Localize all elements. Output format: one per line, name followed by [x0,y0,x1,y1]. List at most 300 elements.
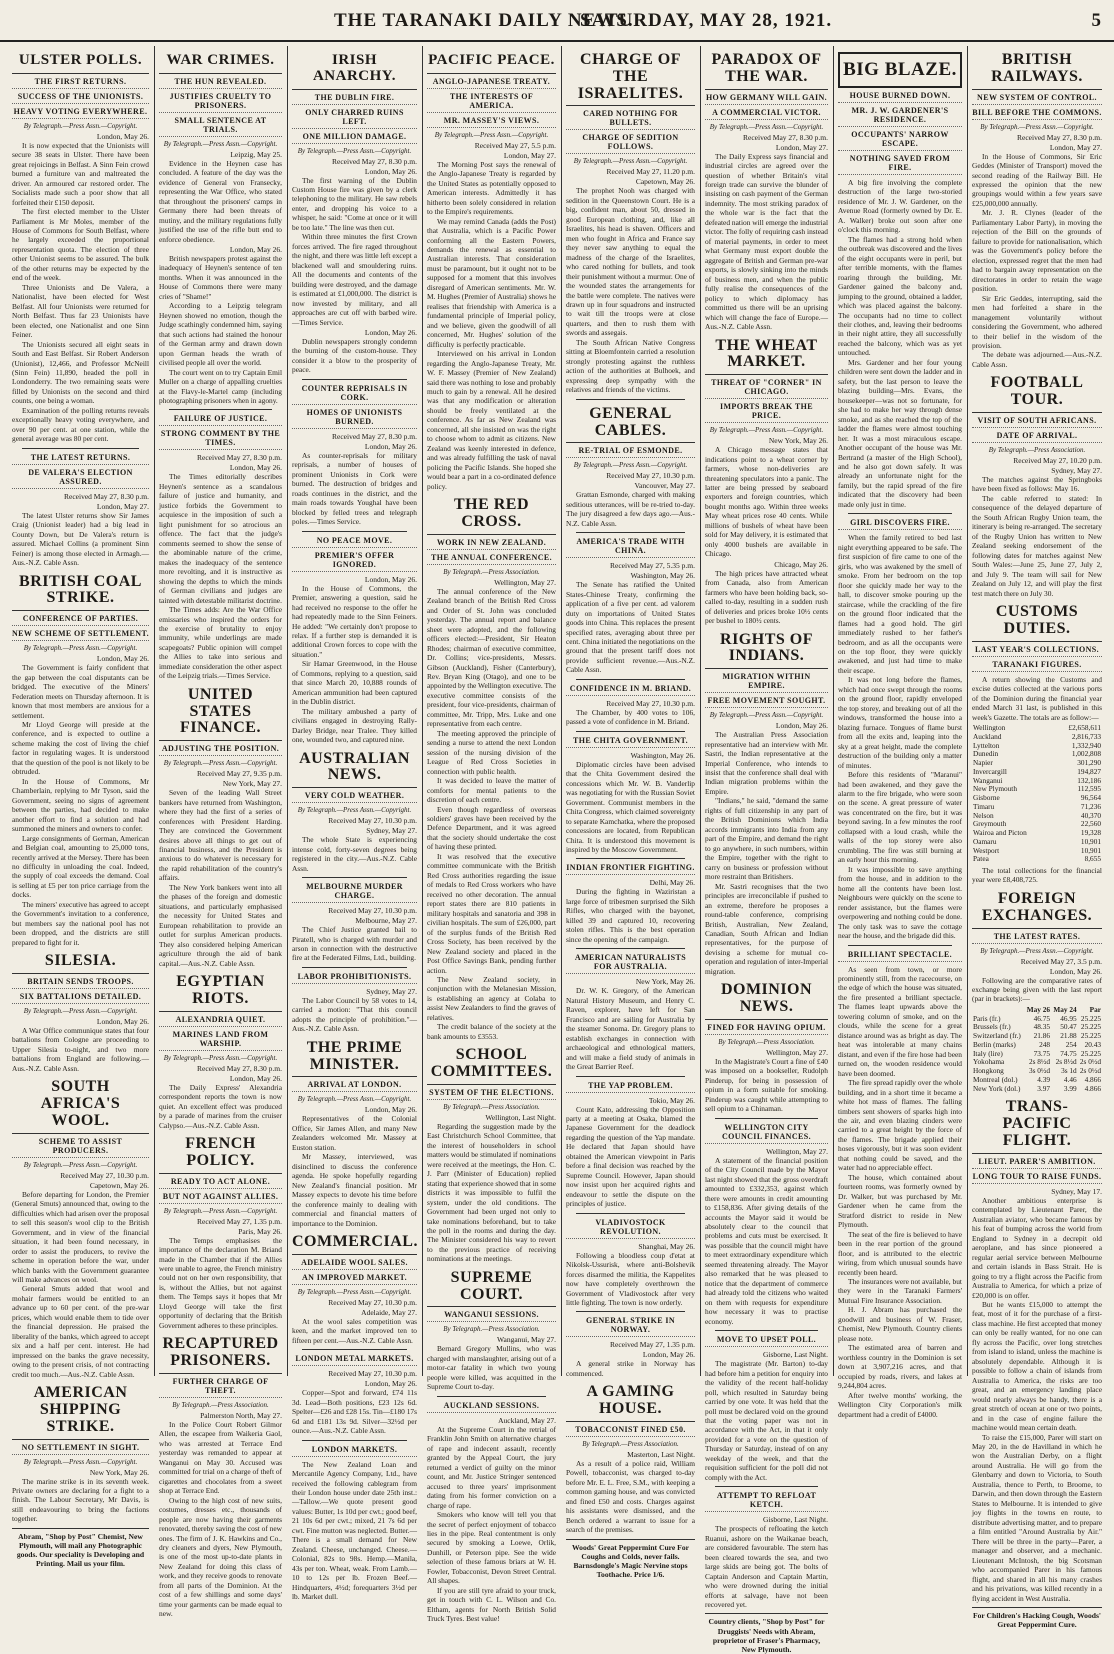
article-paragraph: In the House of Commons, Sir Eric Geddes (Minister of Transport) moved the second reading of the Railway Bill. He expressed the opinion that the new groupings would within a few years save £25,000,000 annually. [972,151,1102,208]
article-paragraph: The miners' executive has agreed to accept the Government's invitation to a conference, but members say the national pool has not been dropped, and the districts are still prepared to fight for it. [12,899,149,947]
dateline: Received May 27, 10.30 p.m. [328,1297,417,1307]
subheading: FAILURE OF JUSTICE. [159,414,282,426]
customs-cell: 10,901 [1080,836,1101,846]
subheading: A COMMERCIAL VICTOR. [705,108,828,120]
subheading: CONFERENCE OF PARTIES. [12,614,149,626]
dateline: Received May 27, 10.30 p.m. [328,1369,417,1379]
exchanges-cell: Paris (fr.) [973,1013,1001,1023]
dateline: Wellington, May 27. [766,1047,828,1057]
dateline: Received May 27, 10.30 p.m. [328,816,417,826]
article-paragraph: Following a bloodless coup d'etat at Nikolsk-Ussurisk, where anti-Bolshevik forces disarmed the militia, the Kappelites now have completely overthrown the Government of Vladivostock after very little fighting. The town is now orderly. [566,1250,695,1308]
subheading: MELBOURNE MURDER CHARGE. [292,882,417,903]
dateline: Paris, May 26. [238,1226,282,1236]
subheading: ARRIVAL AT LONDON. [292,1080,417,1092]
headline: DOMINION NEWS. [705,980,828,1020]
article-paragraph: Mr. Sastri recognises that the two principles are irreconcilable if pushed to an extreme, therefore he proposes a round-table conference, comprising British, Australian, New Zealand, Canadian, South African and Indian representatives, for the purpose of devising a scheme for mutual co-operation and regulation of inter-Imperial migration. [705,881,828,976]
article-paragraph: The total collections for the financial year were £8,408,725. [972,866,1102,885]
subheading: BRITAIN SENDS TROOPS. [12,977,149,989]
byline-credit: By Telegraph.—Press Association. [172,1400,269,1409]
exchanges-cell: Italy (lire) [973,1048,1003,1058]
subheading: WORK IN NEW ZEALAND. [427,538,556,550]
article-paragraph: Copper—Spot and forward, £74 11s 3d. Lead—Both positions, £23 12s 6d. Spelter—£26 and £28 15s. Tin—£180 17s 6d and £181 13s 9d. Silver—32½d per ounce.—Aus.-N.Z. Cable Assn. [292,1388,417,1436]
dateline: Wanganui, May 27. [497,1335,556,1345]
dateline: Received May 27, 11.20 p.m. [606,167,695,177]
divider-rule [715,1118,818,1119]
article-paragraph: Before departing for London, the Premier (General Smuts) announced that, owing to the difficulties which had arisen over the proposal to sell this season's wool clip to the British Government, and in view of the financial situation, it had been found necessary, in order to assist the producers, to revive the scheme in operation before the war, under which banks with the Government guarantee will make advances on wool. [12,1189,149,1284]
subheading: STRONG COMMENT BY THE TIMES. [159,429,282,450]
article-paragraph: To raise the £15,000, Parer will start on May 20, in the de Havilland in which he won the Australian Derby, on a flight around Australia. He will go from the Glenbarry and down to Victoria, to South Australia, thence to Perth, to Broome, to Darwin, and then down through the Eastern States to Melbourne. It is intended to give joy flights in the towns en route, to distribute advertising matter, and to prepare a film entitled "Around Australia by Air." There will be three in the party—Parer, a manager and observer, and a mechanic. Lieutenant McIntosh, the big Scotsman who accompanied Parer in his famous flight, and shared in all his many crashes and his privations, was killed recently in a flying accident in West Australia. [972,1432,1102,1603]
subheading: GIRL DISCOVERS FIRE. [838,518,962,530]
article-paragraph: During the fighting in Waziristan a large force of tribesmen surprised the Sikh Rifles, who charged with the bayonet, killed 39 and captured 10, recovering stolen rifles. This is the best operation since the opening of the campaign. [566,887,695,944]
subheading: SYSTEM OF THE ELECTIONS. [427,1088,556,1100]
article-paragraph: As counter-reprisals for military reprisals, a number of houses of prominent Unionists in Cork were burned. The destruction of bridges and roads continues in the district, and the main roads towards Youghal have been blocked by felled trees and telegraph poles.—Times Service. [292,450,417,527]
article-paragraph: Regarding the suggestion made by the East Christchurch School Committee, that the interest of householders in school matters would be stimulated if nominations were received at the meetings, the Hon. C. J. Parr (Minister of Education) replied stating that experience showed that in some districts it was impossible to fulfil the system, under the old conditions. The Government had been urged not only to take nominations beforehand, but to take the poll in the rooms and during the day. The Minister considered his way to revert to the previous practice of receiving nominations at the meetings. [427,1121,556,1264]
subheading: BRILLIANT SPECTACLE. [838,950,962,962]
subheading: AN IMPROVED MARKET. [292,1273,417,1285]
dateline: New York, May 27. [222,779,282,789]
advertisement: Abram, "Shop by Post" Chemist, New Plymouth, will mail any Photographic goods. Our speciality is Developing and Printing. Mail us your film. [12,1528,149,1568]
columns [8,46,1106,1654]
article-paragraph: Within three minutes the first Crown forces arrived. The fire raged throughout the night, and there was little left except a blackened wall and smouldering ruins. All the documents and contents of the building were destroyed, and the damage is estimated at £1,000,000. The district is now invested by military, and all approaches are cut off with barbed wire.—Times Service. [292,232,417,327]
subheading: MARINES LAND FROM WARSHIP. [159,1030,282,1051]
headline: SOUTH AFRICA'S WOOL. [12,1077,149,1133]
subheading: ANGLO-JAPANESE TREATY. [427,77,556,89]
article-paragraph: The flames had a strong hold when the outbreak was discovered and the lives of the eight occupants were in peril, but after terrible moments, with the flames roaring through the building, Mr. Gardener gained the balcony and, jumping to the ground, obtained a ladder, which was placed against the balcony. The occupants had no time to collect their clothes, and, leaving their bedrooms in their night attire, they all successfully reached the balcony, which was as yet untouched. [838,234,962,358]
exchanges-cell: 46.75 [1033,1013,1051,1023]
subheading: THE YAP PROBLEM. [566,1081,695,1093]
headline: COMMERCIAL. [292,1232,417,1255]
headline: SILESIA. [12,951,149,974]
dateline: London, May 26. [1049,966,1102,976]
exchanges-cell: 4.46 [1063,1074,1077,1084]
divider-rule [302,1440,407,1441]
customs-cell: 1,332,940 [1071,740,1101,750]
dateline: Capetown, May 26. [89,1180,149,1190]
exchanges-cell: New York (dol.) [973,1083,1021,1093]
exchanges-cell: 25.225 [1080,1022,1101,1032]
divider-rule [302,877,407,878]
subheading: TOBACCONIST FINED £50. [566,1425,695,1437]
headline: AUSTRALIAN NEWS. [292,749,417,789]
dateline: Received May 27, 10.30 p.m. [606,698,695,708]
customs-cell: Dunedin [973,749,999,759]
subheading: IMPORTS BREAK THE PRICE. [705,402,828,423]
customs-cell: Wanganui [973,775,1003,785]
subheading: SUCCESS OF THE UNIONISTS. [12,92,149,104]
dateline: London, May 26. [364,574,417,584]
subheading: CONFIDENCE IN M. BRIAND. [566,684,695,696]
dateline: Received May 27, 10.30 p.m. [606,471,695,481]
article-paragraph: The Morning Post says the renewal of the Anglo-Japanese Treaty is regarded by the United States as potentially opposed to American interests. Admittedly it has hitherto been solely considered in relation to the Empire's requirements. [427,159,556,217]
exchanges-cell: 2s 0½d [1079,1066,1101,1076]
article-paragraph: The New Zealand Loan and Mercantile Agency Company, Ltd., have received the following cablegram from their London house under date 25th inst.:—Tallow.—We quote present good values: Butter, 1s 10d per cwt.; good beef, 21 10s 6d per cwt.; mixed, 21 7s 6d per cwt. Fine mutton was neglected. Butter.—There is a small demand for New Zealand. Cheese, unchanged. Cheese.—Colonial, 82s to 98s. Hemp.—Manila, 43s per ton. Wheat, weak. From Lamb.—10 to 12s per lb. Frozen Beef.—Hindquarters, 4½d; forequarters 3½d per lb. Market dull. [292,1459,417,1602]
headline: AMERICAN SHIPPING STRIKE. [12,1383,149,1439]
subheading: FURTHER CHARGE OF THEFT. [159,1377,282,1398]
exchanges-cell: 73.75 [1033,1048,1051,1058]
article-paragraph: Following are the comparative rates of exchange being given with the last report (par in brackets):— [972,975,1102,1004]
dateline: Sydney, May 27. [366,826,417,836]
subheading: LONG TOUR TO RAISE FUNDS. [972,1172,1102,1184]
customs-cell: 71,236 [1080,801,1101,811]
article-paragraph: The debate was adjourned.—Aus.-N.Z. Cable Assn. [972,350,1102,369]
subheading: INDIAN FRONTIER FIGHTING. [566,863,695,875]
article-paragraph: It was resolved that the executive committee communicate with the British Red Cross authorities regarding the issue of medals to Red Cross workers who have received no other decoration. The annual report states there are 810 patients in military hospitals and sanatoria and 398 in civilian hospitals. The sum of £26,000, part of the surplus funds of the British Red Cross Society, has been received by the New Zealand society and placed in the Post Office Savings Bank, pending further action. [427,851,556,975]
dateline: Washington, May 26. [630,571,695,581]
subheading: VISIT OF SOUTH AFRICANS. [972,416,1102,428]
headline: CHARGE OF THE ISRAELITES. [566,50,695,106]
headline: THE WHEAT MARKET. [705,336,828,376]
article-paragraph: Three Unionists and De Valera, a Nationalist, have been elected for West Belfast. All four Unionists were returned for North Belfast. Thus far 23 Unionists have been elected, one Nationalist and one Sinn Feiner. [12,282,149,340]
divider-rule [576,858,685,859]
byline-credit: By Telegraph.—Press Association. [582,1440,679,1449]
headline: EGYPTIAN RIOTS. [159,972,282,1012]
dateline: New York, May 26. [89,1467,149,1477]
subheading: CHARGE OF SEDITION FOLLOWS. [566,133,695,154]
article-paragraph: Grattan Esmonde, charged with making seditious utterances, will be re-tried to-day. The jury disagreed a few days ago.—Aus.-N.Z. Cable Assn. [566,490,695,528]
customs-cell: Lyttelton [973,740,1000,750]
article-paragraph: A Chicago message states that indications point to a wheat corner by farmers, whose non-deliveries are threatening speculators into a panic. The latter are being pressed by seaboard exporters and foreign countries, which bought months ago. Within three weeks May wheat prices rose 40 cents. While millions of bushels of wheat have been sold for May delivery, it is estimated that only 4000 bushels are available in Chicago. [705,445,828,559]
subheading: LONDON METAL MARKETS. [292,1354,417,1366]
subheading: WELLINGTON CITY COUNCIL FINANCES. [705,1123,828,1144]
subheading: FINED FOR HAVING OPIUM. [705,1023,828,1035]
subheading: BUT NOT AGAINST ALLIES. [159,1192,282,1204]
exchanges-cell: 248 [1039,1039,1051,1049]
article-paragraph: In the House of Commons, Mr Chamberlain, replying to Mr Tyson, said the Government, seeing no signs of agreement between the parties, had decided to make another effort to find a solution and had summoned the miners and owners to confer. [12,776,149,834]
headline: PACIFIC PEACE. [427,50,556,74]
dateline: Received May 27, 8.30 p.m. [332,431,417,441]
article-paragraph: The Chamber, by 400 votes to 106, passed a vote of confidence in M. Briand. [566,707,695,727]
dateline: Sydney, May 17. [1051,1186,1102,1196]
article-paragraph: The high prices have attracted wheat from Canada, also from American farmers who have been holding back, so-called to-day, resulting in a sudden rush of deliveries and prices broke 10½ cents per bushel to 180½ cents. [705,568,828,626]
dateline: Melbourne, May 27. [355,916,417,926]
subheading: THREAT OF "CORNER" IN CHICAGO. [705,378,828,399]
dateline: London, May 27. [96,501,149,511]
dateline: London, May 27. [503,150,556,160]
article-paragraph: The credit balance of the society at the bank amounts to £3553. [427,1022,556,1041]
exchanges-cell: Switzerland (fr.) [973,1031,1021,1041]
divider-rule [22,448,139,449]
dateline: Palmerston North, May 27. [200,1410,282,1420]
dateline: London, May 26. [364,166,417,176]
subheading: MOVE TO UPSET POLL. [705,1335,828,1347]
article-paragraph: When the family retired to bed last night everything appeared to be safe. The first suspicion of fire came to one of the girls, who was awakened by the smell of smoke. From her bedroom on the top floor she quickly made her way to the hall, to discover smoke pouring up the staircase, while the crackling of the fire on the ground floor indicated that the flames had a good hold. The girl immediately rushed to her father's bedroom, and as all the occupants were on the top floor, they were quickly awakened, and just had time to make their escape. [838,533,962,675]
article-paragraph: It is now expected that the Unionists will secure 38 seats in Ulster. There have been great rejoicings in Belfast. A Sinn Fein crowd burned a furniture van and maltreated the driver. An armoured car restored order. The Socialists made such a poor show that all forfeited their £150 deposit. [12,140,149,207]
article-paragraph: Mr Massey, interviewed, was disinclined to discuss the conference agenda. He spoke hopefully regarding New Zealand's financial position. Mr Massey expects to devote his time before the conference mainly to dealing with commercial and financial matters of importance to the Dominion. [292,1152,417,1228]
dateline: Sydney, May 27. [366,986,417,996]
exchanges-table [972,1006,1102,1094]
headline: UNITED STATES FINANCE. [159,685,282,741]
customs-cell: Wellington [973,723,1006,732]
article-paragraph: The Daily Express says financial and industrial circles are agreed over the question of whether Britain's vital foreign trade can survive the blunder of insisting on cash payment of the German indemnity. The most striking paradox of the whole war is the fact that the defeated nation will emerge the industrial victor. The folly of requiring cash instead of material payments, in order to meet what Germany must export double the aggregate of British and German pre-war exports, is slowly sinking into the minds of business men, and when the public fully realise the consequences of the policy to which diplomacy has committed us there will be an uprising which will change the face of Europe.—Aus.-N.Z. Cable Assn. [705,151,828,332]
article-paragraph: Large consignments of German, American and Belgian coal, amounting to 25,000 tons, recently arrived at the Mersey. There has been no difficulty in unloading the coal. Indeed, the supply of coal exceeds the demand. Coal is selling at £5 per ton price carriage from the docks. [12,833,149,900]
subheading: AMERICA'S TRADE WITH CHINA. [566,537,695,558]
headline: SUPREME COURT. [427,1268,556,1308]
customs-cell: 22,560 [1080,819,1101,829]
article-paragraph: The Times adds: Are the War Office emissaries who inspired the orders for the exercise of brutality to enjoy immunity, while underlings are made scapegoats? Public opinion will compel the Allies to take into serious and immediate consideration the other aspect of the Leipzig trials.—Times Service. [159,605,282,681]
dateline: Received May 27, 8.30 p.m. [64,491,149,501]
article-paragraph: Owing to the high cost of new suits, costumes, dresses etc., thousands of people are now having their garments renovated, thereby saving the cost of new ones. The firm of J. K. Hawkins and Co., dry cleaners and dyers, New Plymouth, is one of the most up-to-date plants in New Zealand for doing this class of work, and they receive goods to renovate from all parts of the Dominion. At the cost of a few shillings and some days' time your garments can be made equal to new. [159,1495,282,1619]
article-paragraph: The New Zealand society, in conjunction with the Melanesian Mission, is establishing an agency at Colaba to assist New Zealanders to find the graves of relatives. [427,974,556,1022]
column-3 [287,46,421,1602]
headline: PARADOX OF THE WAR. [705,50,828,90]
column-2 [154,46,286,1619]
dateline: Gisborne, Last Night. [763,1515,828,1525]
headline: BRITISH RAILWAYS. [972,50,1102,90]
headline: RIGHTS OF INDIANS. [705,630,828,670]
column-5 [561,46,699,1580]
headline: BRITISH COAL STRIKE. [12,572,149,612]
byline-credit: By Telegraph.—Press Assn.—Copyright. [709,426,824,435]
divider-rule [437,1396,546,1397]
customs-cell: Nelson [973,810,994,820]
article-paragraph: General Smuts added that wool and mohair farmers would be entitled to an advance up to 60 per cent. of the pre-war prices, which would enable them to tide over the financial depression. He praised the liberality of the banks, which agreed to accept six and a half per cent. interest. He had impressed on the banks the grave necessity, owing to the present crisis, of not contracting credit too much.—Aus.-N.Z. Cable Assn. [12,1284,149,1379]
article-paragraph: According to a Leipzig telegram Heynen showed no emotion, though the Judge scathingly condemned him, saying that such actions had stained the honour of the German army and drawn down upon German heads the wrath of civilised people all over the world. [159,301,282,368]
article-paragraph: The Labor Council by 58 votes to 14, carried a motion: "That this council adopts the principle of prohibition."—Aus.-N.Z. Cable Assn. [292,995,417,1034]
dateline: New York, May 26. [635,977,695,987]
article-paragraph: The fire spread rapidly over the whole building, and in a short time it became a white hot mass of flames. The falling timbers sent showers of sparks high into the air, and even blazing cinders were carried to a great height by the force of the flames. The brigade applied their hoses vigorously, but it was soon evident that nothing could be saved, and the water had no appreciable effect. [838,1078,962,1173]
article-paragraph: The magistrate (Mr. Barton) to-day had before him a petition for enquiry into the validity of the recent half-holiday poll, which resulted in Saturday being carried by one vote. It was held that the poll must be declared void on the ground that the voting paper was not in accordance with the Act, in that it only provided for a vote on the question of Thursday or Saturday, instead of on any weekday of the week, and that the requisition sufficient for the poll did not comply with the Act. [705,1359,828,1482]
article-paragraph: After twelve months' working, the Wellington City Corporation's milk department had a credit of £4000. [838,1390,962,1419]
dateline: Shanghai, May 26. [638,1241,695,1251]
byline-credit: By Telegraph.—Press Assn.—Copyright. [23,1457,138,1466]
customs-cell: New Plymouth [973,784,1017,794]
subheading: COUNTER REPRISALS IN CORK. [292,384,417,405]
exchanges-cell: Brussels (fr.) [973,1022,1011,1032]
divider-rule [715,1486,818,1487]
customs-row [972,855,1102,864]
article-paragraph: Interviewed on his arrival in London regarding the Anglo-Japanese Treaty, Mr. W. F. Massey (Premier of New Zealand) said there was nothing to lose and probably much to gain by a renewal. All he desired was that any modification or alteration should be freely ventilated at the conference. As far as New Zealand was concerned, all she insisted on was the right to choose whom to admit as citizens. New Zealand was keenly interested in defence, and was already fulfilling the task of naval policing the Pacific Islands. She hoped she would bear a part in a co-ordinated defence policy. [427,349,556,491]
article-paragraph: A statement of the financial position of the City Council made by the Mayor last night showed that the gross overdraft amounted to £332,353, against which there were amounts in credit amounting to £158,836. After giving details of the accounts the Mayor said it would be absolutely clear to the council that problems and cuts must be exercised. It was possible that the council might have to meet extraordinary expenditure which seemed threatening already. The Mayor also remarked that he was pleased to notice that the department of commerce had already told the citizens who waited on them with requests for expenditure how necessary it was to practise economy. [705,1155,828,1326]
article-paragraph: The prophet Nooh was charged with sedition in the Queenstown Court. He is a big, confident man, about 50, dressed in good European clothing, and, like all Israelites, his head is shaven. Officers and men who fought in Africa and France say they never saw anything to equal the madness of the charge of the Israelites, who cared nothing for bullets, and took their punishment without a murmur. One of the wounded states the arrangements for the battle were complete. The natives were drawn up in four squadrons and instructed to wait till the troops were at close quarters, and then to rush them with swords and assegais. [566,186,695,338]
customs-cell: 8,655 [1084,854,1101,864]
exchanges-cell: 2s 8½d [1055,1057,1077,1067]
subheading: READY TO ACT ALONE. [159,1177,282,1189]
article-paragraph: Evidence in the Heynen case has concluded. A feature of the day was the evidence of General von Fransecky, representing the War Office, who stated that throughout the prisoners' camps in Germany there had been threats of mutiny, and the military regulations fully justified the use of the rifle butt end to enforce obedience. [159,158,282,244]
divider-rule [302,379,407,380]
exchanges-cell: 48.35 [1033,1022,1051,1032]
subheading: ALEXANDRIA QUIET. [159,1015,282,1027]
exchanges-cell: 4.866 [1084,1074,1101,1084]
subheading: LONDON MARKETS. [292,1445,417,1457]
dateline: Wellington, Last Night. [485,1112,556,1122]
subheading: SMALL SENTENCE AT TRIALS. [159,116,282,137]
article-paragraph: The Australian Press Association representative had an interview with Mr. Sastri, the Indian representative at the Imperial Conference, who intends to insist that the conference shall deal with Indian migration problems within the Empire. [705,730,828,796]
masthead-date: SATURDAY, MAY 28, 1921. [580,10,833,31]
subheading: THE LATEST RETURNS. [12,453,149,465]
article-paragraph: If you are still tyre afraid to your truck, get in touch with C. L. Wilson and Co. Eltham, agents for North British Solid Truck Tyres. Best value! [427,1585,556,1624]
exchanges-cell: Montreal (dol.) [973,1074,1018,1084]
subheading: THE DUBLIN FIRE. [292,93,417,105]
subheading: THE HUN REVEALED. [159,77,282,89]
dateline: Received May 27, 1.35 p.m. [610,1340,695,1350]
article-paragraph: At the wool sales competition was keen, and the market improved ten to fifteen per cent.—Aus.-N.Z. Cable Assn. [292,1316,417,1345]
subheading: AMERICAN NATURALISTS FOR AUSTRALIA. [566,953,695,974]
byline-credit: By Telegraph.—Press Association. [443,1325,540,1334]
article-paragraph: Mrs. Gardener and her four young children were sent down the ladder and in safety, but the last person to leave the blazing building—Mrs. Evans, the housekeeper—was not so fortunate, for she had to make her way through dense smoke, and as she reached the top of the ladder the flames were almost touching her. It was a most miraculous escape. Another occupant of the house was Mr. Bertrand (a master of the High School), and he also got down safely. It was already an unfortunate night for the family, but the rapid spread of the fire indicated that the discovery had been made only just in time. [838,357,962,509]
dateline: Received May 27, 5.35 p.m. [610,561,695,571]
advertisement: For Children's Hacking Cough, Woods' Great Peppermint Cure. [972,1607,1102,1629]
subheading: THE INTERESTS OF AMERICA. [427,92,556,113]
article-paragraph: The Times editorially describes Heynen's sentence as a scandalous failure of justice and humanity, and justice forbids the Government to acquiesce in the imposition of such a light punishment for so atrocious an offence. The fact that the judge's comments seemed to show the sense of the abominable nature of the crime, makes the inadequacy of the sentence more revolting, and it is instructive as showing the depths to which the minds of German civilians and judges are tainted with detestable militarist doctrine. [159,472,282,605]
subheading: THE ANNUAL CONFERENCE. [427,553,556,565]
article-paragraph: The Daily Express' Alexandria correspondent reports the town is now quiet. An excellent effect was produced by a parade of marines from the cruiser Calypso.—Aus.-N.Z. Cable Assn. [159,1082,282,1130]
headline: FOOTBALL TOUR. [972,373,1102,413]
column-1 [8,46,153,1569]
subheading: DATE OF ARRIVAL. [972,431,1102,443]
customs-cell: 10,901 [1080,845,1101,855]
article-paragraph: The New York bankers went into all the phases of the foreign and domestic situations, and particularly emphasised the necessity for United States and European rehabilitation to provide an outlet for surplus American products. They also considered helping American agriculture through the aid of bank capital.—Aus.-N.Z. Cable Assn. [159,882,282,968]
byline-credit: By Telegraph.—Press Assn.—Copyright. [709,711,824,720]
customs-cell: Wairoa and Picton [973,828,1027,837]
headline: CUSTOMS DUTIES. [972,602,1102,642]
article-paragraph: The Temps emphasises the importance of the declaration M. Briand made in the Chamber that if the Allies were unable to agree, the French ministry could not on her own responsibility, that is, without the Allies, but not against them. The Temps says it hopes that Mr Lloyd George will take the first opportunity of declaring that the British Government adheres to these principles. [159,1235,282,1330]
customs-cell: Napier [973,758,993,767]
headline: WAR CRIMES. [159,50,282,74]
article-paragraph: At the Supreme Court in the retrial of Franklin John Smith on alternative charges of rape and indecent assault, recently granted by the Appeal Court, the jury returned a verdict of guilty on the minor count, and Mr. Justice Stringer sentenced accused to three years' imprisonment dating from his former conviction on a charge of rape. [427,1424,556,1510]
byline-credit: By Telegraph.—Press Assn.—Copyright. [23,644,138,653]
dateline: Received May 27, 8.30 p.m. [1017,132,1102,142]
customs-cell: Patea [973,854,989,864]
dateline: Received May 27, 10.30 p.m. [60,1170,149,1180]
dateline: Adelaide, May 27. [361,1307,417,1317]
exchanges-header-cell: May 26 [1026,1004,1051,1014]
article-paragraph: H. J. Abram has purchased the goodwill and business of W. Fraser, Chemist, New Plymouth. Country clients please note. [838,1305,962,1343]
byline-credit: By Telegraph.—Press Assn.—Copyright. [23,1007,138,1016]
dateline: Received May 27, 10.20 p.m. [1013,455,1102,465]
article-paragraph: The latest Ulster returns show Sir James Craig (Unionist leader) had a big lead in County Down, but De Valera's return is assured. Michael Collins (a prominent Sinn Feiner) is among those elected in Armagh.—Aus.-N.Z. Cable Assn. [12,510,149,568]
dateline: Gisborne, Last Night. [763,1350,828,1360]
subheading: ONLY CHARRED RUINS LEFT. [292,108,417,129]
article-paragraph: It was impossible to save anything from the house, and in addition to the home all the contents have been lost. Neighbours were quickly on the scene to render assistance, but the flames were overpowering and nothing could be done. The only task was to save the cottage near the house, and the brigade did this. [838,864,962,941]
byline-credit: By Telegraph.—Press Assn.—Copyright. [980,122,1094,131]
exchanges-cell: 50.47 [1060,1022,1077,1032]
subheading: MIGRATION WITHIN EMPIRE. [705,672,828,693]
headline: FRENCH POLICY. [159,1134,282,1174]
subheading: WANGANUI SESSIONS. [427,1310,556,1322]
customs-row [972,847,1102,856]
subheading: TARANAKI FIGURES. [972,660,1102,672]
exchanges-cell: 46.95 [1060,1013,1077,1023]
article-paragraph: Sir Hamar Greenwood, in the House of Commons, replying to a question, said that since March 20, 10,888 rounds of American ammunition had been captured in the Dublin district. [292,659,417,707]
masthead [0,0,1114,42]
exchanges-cell: 25.225 [1080,1048,1101,1058]
article-paragraph: Dr. W. K. Gregory, of the American Natural History Museum, and Henry C. Raven, explorer, have left for San Francisco and are sailing for Australia by the steamer Sonoma. Dr. Gregory plans to establish exchanges in connection with archaeological and ethnological matters, and will make a field study of animals in the Great Barrier Reef. [566,986,695,1072]
dateline: Received May 27, 9.35 p.m. [197,769,282,779]
dateline: London, May 26. [229,463,282,473]
customs-cell: Gisborne [973,793,1000,802]
customs-cell: 301,290 [1077,758,1101,767]
exchanges-header-cell: May 24 [1053,1004,1077,1014]
dateline: Wellington, May 27. [494,577,556,587]
article-paragraph: Mr. J. R. Clynes (leader of the Parliamentary Labor Party), in moving the rejection of the Bill on the grounds of failure to provide for nationalisation, which was the Government's policy before the election, expressed regret that the men had had to bargain away representation on the directorates in order to retain the wage position. [972,208,1102,294]
subheading: AUCKLAND SESSIONS. [427,1401,556,1413]
exchanges-cell: 74.75 [1060,1048,1077,1058]
article-paragraph: The cable referred to stated: In consequence of the delayed departure of the South African Rugby Union team, the itinerary is being re-arranged. The secretary of the Rugby Union has written to New Zealand seeking endorsement of the following dates for matches against New South Wales:—June 25, June 27, July 2, and July 9. The team will sail for New Zealand on July 12, and will play the first test match there on July 30. [972,493,1102,598]
advertisement: Country clients, "Shop by Post" for Druggists' Needs with Abram, proprietor of Fraser's Pharmacy, New Plymouth. [705,1613,828,1653]
subheading: THE CHITA GOVERNMENT. [566,736,695,748]
headline: ULSTER POLLS. [12,50,149,74]
byline-credit: By Telegraph.—Press Assn.—Copyright. [297,1095,412,1104]
subheading: ADJUSTING THE POSITION. [159,744,282,756]
article-paragraph: The military ambushed a party of civilians engaged in destroying Rally-Darley Bridge, near Tralee. They killed one, wounded two, and captured nine. [292,706,417,745]
byline-credit: By Telegraph.—Press Assn.—Copyright. [573,157,688,166]
dateline: London, May 26. [364,1105,417,1115]
subheading: HEAVY VOTING EVERYWHERE. [12,107,149,119]
divider-rule [302,967,407,968]
exchanges-header-cell: Par [1089,1004,1101,1014]
exchanges-cell: 25.225 [1080,1031,1101,1041]
byline-credit: By Telegraph.—Press Assn.—Copyright. [23,121,138,130]
article-paragraph: Count Kato, addressing the Opposition party at a meeting at Osaka, blamed the Japanese Government for the deadlock regarding the question of the Yap mandate. He declared that Japan should have obtained the American viewpoint in Paris before a final decision was reached by the Supreme Council. However, Japan should now insist upon her acquired rights and endeavour to settle the dispute on the principles of justice. [566,1104,695,1209]
dateline: Received May 27, 8.30 p.m. [197,453,282,463]
dateline: London, May 26. [229,244,282,254]
divider-rule [848,945,952,946]
divider-rule [576,1213,685,1214]
customs-cell: 2,816,733 [1071,731,1101,741]
byline-credit: By Telegraph.—Press Assn.—Copyright. [709,122,824,131]
article-paragraph: In the House of Commons, the Premier, answering a question, said he had received no response to the offer he had repeatedly made to the Sinn Feiners. He added: "We certainly don't propose to relax. If a further step is demanded it is additional Crown forces to cope with the situation." [292,583,417,659]
article-paragraph: Examination of the polling returns reveals exceptionally heavy voting everywhere, and over 90 per cent. at one station, while the general average was 80 per cent. [12,405,149,444]
article-paragraph: A big fire involving the complete destruction of the large two-storied residence of Mr. J. W. Gardener, on the Avenue Road (formerly owned by Dr. E. A. Walker) broke out soon after one o'clock this morning. [838,177,962,235]
article-paragraph: A general strike in Norway has commenced. [566,1359,695,1378]
dateline: Received May 27, 8.30 p.m. [332,156,417,166]
subheading: ADELAIDE WOOL SALES. [292,1258,417,1270]
subheading: LIEUT. PARER'S AMBITION. [972,1157,1102,1169]
byline-credit: By Telegraph.—Press Association. [443,567,540,576]
dateline: Chicago, May 26. [774,559,828,569]
dateline: London, May 26. [775,721,828,731]
customs-cell: Westport [973,845,1000,855]
article-paragraph: Dublin newspapers strongly condemn the burning of the custom-house. They consider it a blow to the prosperity of peace. [292,337,417,375]
subheading: HOMES OF UNIONISTS BURNED. [292,408,417,429]
article-paragraph: The prospects of refloating the ketch Ruanui, ashore on the Waikanae beach, are considered favourable. The stern has been cleared towards the sea, and two large skids are being got. The bolts of Captain Anderson and Captain Martin, who were drowned during the initial efforts at salvage, have not been recovered yet. [705,1524,828,1609]
customs-cell: Greymouth [973,819,1007,829]
subheading: DE VALERA'S ELECTION ASSURED. [12,468,149,489]
byline-credit: By Telegraph.—Press Association. [988,445,1086,454]
customs-cell: 1,002,808 [1071,749,1101,759]
dateline: Received May 27, 3.5 p.m. [1020,956,1102,966]
divider-rule [576,532,685,533]
article-paragraph: The Senate has ratified the United States-Chinese Treaty, confirming the application of a five per cent. ad valorem duty on importations of United States goods into China. This replaces the present specified rates, averaging about three per cent. China initiated the negotiations on the ground that the present tariff does not provide sufficient revenue.—Aus.-N.Z. Cable Assn. [566,580,695,675]
article-paragraph: As seen from town, or more prominently still, from the racecourse, on the edge of which the house was situated, the fire presented a brilliant spectacle. The flames leapt upwards above the towering column of smoke, and on the clouds, while the scene for a great distance around was as bright as day. The heat was intolerable at many chains distant, and even if the fire hose had been turned on, the wooden residence would have been doomed. [838,964,962,1078]
subheading: PREMIER'S OFFER IGNORED. [292,551,417,572]
byline-credit: By Telegraph.—Press Assn.—Copyright. [297,1287,412,1296]
article-paragraph: The meeting approved the principle of sending a nurse to attend the next London session of the nursing division of the League of Red Cross Societies in connection with public health. [427,728,556,776]
article-paragraph: Sir Eric Geddes, interrupting, said the men had forfeited a share in the management voluntarily without considering the Government, who adhered to their belief in the wisdom of the provision. [972,293,1102,350]
byline-credit: By Telegraph.—Press Assn.—Copyright. [980,946,1094,955]
dateline: London, May 26. [96,131,149,141]
dateline: Received May 27, 8.30 p.m. [197,1063,282,1073]
subheading: CARED NOTHING FOR BULLETS. [566,109,695,130]
divider-rule [302,1349,407,1350]
article-paragraph: The court went on to try Captain Emil Muller on a charge of appalling cruelties at the Flavy-le-Martel camp (including photographing prisoners when in agony. [159,367,282,405]
dateline: London, May 26. [364,441,417,451]
subheading: VERY COLD WEATHER. [292,791,417,803]
divider-rule [576,1311,685,1312]
headline: A GAMING HOUSE. [566,1382,695,1422]
subheading: MR. J. W. GARDENER'S RESIDENCE. [838,106,962,127]
dateline: Wellington, May 27. [766,1146,828,1156]
article-paragraph: The whole State is experiencing intense cold, forty-seven degrees being registered in the city.—Aus.-N.Z. Cable Assn. [292,835,417,873]
subheading: THE LATEST RATES. [972,932,1102,944]
article-paragraph: The first elected member to the Ulster Parliament is Mr Moles, member of the House of Commons for South Belfast, where he largely exceeded the proportional representation quota. The election of three other Unionist seems to be assured. The bulk of the other returns may be expected by the end of the week. [12,207,149,283]
customs-cell: Invercargill [973,766,1007,776]
column-4 [422,46,560,1624]
customs-cell: Timaru [973,801,995,811]
byline-credit: By Telegraph.—Press Assn.—Copyright. [297,146,412,155]
byline-credit: By Telegraph.—Press Assn.—Copyright. [23,1160,138,1169]
dateline: Auckland, May 27. [498,1415,556,1425]
